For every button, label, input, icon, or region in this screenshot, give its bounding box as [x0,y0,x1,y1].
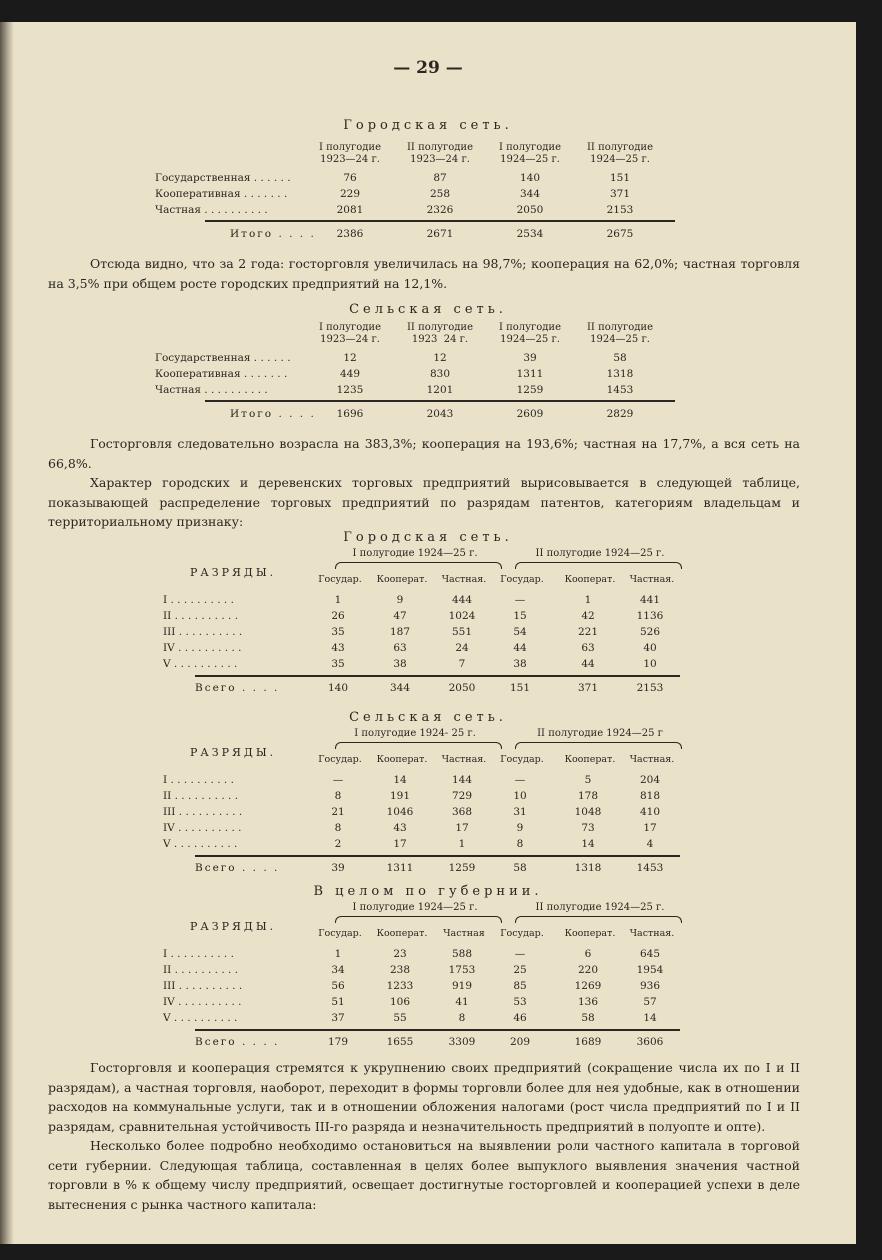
group-header-1: I полугодие 1924—25 г. [352,548,478,559]
total-value: 151 [509,682,531,694]
row-label: I . . . . . . . . . . [163,774,234,786]
group-header-2: II полугодие 1924—25 г. [535,548,665,559]
group-brace-2 [515,562,682,569]
total-value: 2675 [606,228,634,240]
paragraph-rural-growth: Госторговля следовательно возрасла на 383,3%; кооперация на 193,6%; частная на 17,7%, а вся сеть на 66,8%. [48,436,800,471]
cell-value: 41 [455,996,469,1008]
cell-value: — [514,774,526,786]
cell-value: 238 [389,964,411,976]
total-row [155,226,675,242]
cell-value: 5 [584,774,592,786]
cell-value: 1136 [636,610,664,622]
cell-value: 1048 [574,806,602,818]
cell-value: 38 [393,658,407,670]
table-title-city-ranks: Городская сеть. [343,530,513,545]
cell-value: — [514,948,526,960]
cell-value: 26 [331,610,345,622]
cell-value: 526 [639,626,661,638]
cell-value: 2153 [606,204,634,216]
total-value: 2671 [426,228,454,240]
sub-header: Частная. [441,754,487,765]
group-brace-2 [515,916,682,923]
cell-value: 1753 [448,964,476,976]
table-row [155,170,675,186]
total-label: Всего . . . . [195,862,280,874]
sub-header: Государ. [318,754,362,765]
cell-value: 588 [451,948,473,960]
column-header: II полугодие 1923 24 г. [406,322,473,345]
cell-value: 85 [513,980,527,992]
group-brace-1 [335,916,502,923]
cell-value: 46 [513,1012,527,1024]
table-row [155,820,680,836]
ranks-label: РАЗРЯДЫ. [190,566,277,579]
cell-value: 1954 [636,964,664,976]
row-label: Кооперативная . . . . . . . [155,188,288,200]
cell-value: 151 [609,172,631,184]
table-row [155,962,680,978]
cell-value: 14 [643,1012,657,1024]
total-label: Итого . . . . [230,228,316,240]
table-row [155,640,680,656]
cell-value: 10 [513,790,527,802]
cell-value: 24 [455,642,469,654]
book-spine [0,22,14,1244]
row-label: II . . . . . . . . . . [163,964,239,976]
cell-value: 44 [581,658,595,670]
cell-value: 40 [643,642,657,654]
row-label: II . . . . . . . . . . [163,790,239,802]
cell-value: 21 [331,806,345,818]
total-value: 3309 [448,1036,476,1048]
cell-value: 35 [331,626,345,638]
sub-header: Кооперат. [376,928,428,939]
cell-value: 55 [393,1012,407,1024]
cell-value: 191 [389,790,411,802]
cell-value: 449 [339,368,361,380]
total-rule [195,675,680,677]
row-label: I . . . . . . . . . . [163,948,234,960]
total-value: 39 [331,862,345,874]
cell-value: 220 [577,964,599,976]
cell-value: 229 [339,188,361,200]
total-label: Всего . . . . [195,1036,280,1048]
cell-value: 136 [577,996,599,1008]
row-label: I . . . . . . . . . . [163,594,234,606]
row-label: III . . . . . . . . . . [163,980,243,992]
total-row [155,1034,680,1050]
row-label: Частная . . . . . . . . . . [155,204,268,216]
cell-value: 830 [429,368,451,380]
total-value: 2534 [516,228,544,240]
table-row [155,994,680,1010]
sub-header: Государ. [318,574,362,585]
column-header: I полугодие 1924—25 г. [498,142,562,165]
group-brace-1 [335,742,502,749]
cell-value: 44 [513,642,527,654]
sub-header: Кооперат. [376,754,428,765]
total-row [155,860,680,876]
row-label: V . . . . . . . . . . [163,658,238,670]
cell-value: 444 [451,594,473,606]
cell-value: 919 [451,980,473,992]
column-header: II полугодие 1924—25 г. [586,142,653,165]
row-label: Государственная . . . . . . [155,352,291,364]
cell-value: 6 [584,948,592,960]
total-value: 2153 [636,682,664,694]
total-value: 1318 [574,862,602,874]
cell-value: 47 [393,610,407,622]
table-province-total [155,902,680,1054]
cell-value: 1233 [386,980,414,992]
row-label: IV . . . . . . . . . . [163,642,242,654]
total-row [155,680,680,696]
total-value: 344 [389,682,411,694]
cell-value: 1 [334,948,342,960]
cell-value: 14 [581,838,595,850]
group-header-2: II полугодие 1924—25 г. [535,902,665,913]
total-value: 1696 [336,408,364,420]
group-brace-2 [515,742,682,749]
table-row [155,366,675,382]
table-row [155,772,680,788]
cell-value: 1046 [386,806,414,818]
paragraph-city-growth: Отсюда видно, что за 2 года: госторговля увеличилась на 98,7%; кооперация на 62,0%; частная торговля на 3,5% при общем росте городских предприятий на 12,1%. [48,256,800,291]
cell-value: 1453 [606,384,634,396]
sub-header: Государ. [500,928,544,939]
cell-value: 729 [451,790,473,802]
paragraph-private-capital: Несколько более подробно необходимо остановиться на выявлении роли частного капитала в торговой сети губернии. Следующая таблица, составленная в целях более выпуклого выявления значения частной торговли в % к общему числу предприятий, освещает достигнутые госторговлей и кооперацией успехи в деле вытеснения с рынка частного капитала: [48,1138,800,1212]
cell-value: 368 [451,806,473,818]
table-row [155,624,680,640]
cell-value: 56 [331,980,345,992]
table-row [155,946,680,962]
row-label: II . . . . . . . . . . [163,610,239,622]
sub-header: Частная. [629,574,675,585]
group-header-2: II полугодие 1924—25 г [537,728,663,739]
cell-value: 258 [429,188,451,200]
table-title-rural-network: Сельская сеть. [349,302,507,317]
table-row [155,804,680,820]
total-label: Всего . . . . [195,682,280,694]
total-value: 1311 [386,862,414,874]
total-value: 1689 [574,1036,602,1048]
cell-value: 1311 [516,368,544,380]
cell-value: 31 [513,806,527,818]
total-value: 2043 [426,408,454,420]
cell-value: 344 [519,188,541,200]
page-number: — 29 — [393,58,463,78]
total-value: 2829 [606,408,634,420]
cell-value: 12 [433,352,447,364]
cell-value: 23 [393,948,407,960]
table-row [155,608,680,624]
cell-value: 54 [513,626,527,638]
total-row [155,406,675,422]
cell-value: 9 [396,594,404,606]
total-value: 3606 [636,1036,664,1048]
sub-header: Государ. [500,574,544,585]
sub-header: Государ. [318,928,362,939]
cell-value: 76 [343,172,357,184]
total-rule [205,220,675,222]
cell-value: 144 [451,774,473,786]
cell-value: 106 [389,996,411,1008]
cell-value: 10 [643,658,657,670]
table-row [155,186,675,202]
cell-value: 221 [577,626,599,638]
cell-value: 12 [343,352,357,364]
row-label: Частная . . . . . . . . . . [155,384,268,396]
total-value: 1453 [636,862,664,874]
cell-value: 17 [643,822,657,834]
column-header: I полугодие 1923—24 г. [318,142,382,165]
cell-value: 14 [393,774,407,786]
sub-header: Кооперат. [564,574,616,585]
table-title-province-total: В целом по губернии. [313,884,543,899]
cell-value: — [514,594,526,606]
cell-value: 42 [581,610,595,622]
cell-value: 8 [516,838,524,850]
column-header: I полугодие 1924—25 г. [498,322,562,345]
row-label: IV . . . . . . . . . . [163,996,242,1008]
table-row [155,350,675,366]
cell-value: 1024 [448,610,476,622]
cell-value: 2081 [336,204,364,216]
cell-value: 178 [577,790,599,802]
cell-value: 204 [639,774,661,786]
cell-value: 34 [331,964,345,976]
row-label: IV . . . . . . . . . . [163,822,242,834]
cell-value: 87 [433,172,447,184]
table-title-rural-ranks: Сельская сеть. [349,710,507,725]
sub-header: Кооперат. [564,754,616,765]
cell-value: 1235 [336,384,364,396]
cell-value: 187 [389,626,411,638]
cell-value: 63 [393,642,407,654]
row-label: Кооперативная . . . . . . . [155,368,288,380]
sub-header: Частная [443,928,485,939]
cell-value: 51 [331,996,345,1008]
ranks-label: РАЗРЯДЫ. [190,920,277,933]
sub-header: Государ. [500,754,544,765]
cell-value: 410 [639,806,661,818]
row-label: Государственная . . . . . . [155,172,291,184]
cell-value: 818 [639,790,661,802]
total-value: 2386 [336,228,364,240]
group-header-1: I полугодие 1924- 25 г. [354,728,476,739]
total-rule [205,400,675,402]
cell-value: 58 [581,1012,595,1024]
cell-value: 2 [334,838,342,850]
sub-header: Частная. [629,754,675,765]
cell-value: 73 [581,822,595,834]
cell-value: 38 [513,658,527,670]
sub-header: Частная. [441,574,487,585]
column-header: II полугодие 1923—24 г. [406,142,473,165]
total-value: 179 [327,1036,349,1048]
cell-value: 9 [516,822,524,834]
cell-value: 25 [513,964,527,976]
table-row [155,1010,680,1026]
table-title-city-network: Городская сеть. [343,118,513,133]
table-row [155,656,680,672]
cell-value: 39 [523,352,537,364]
total-value: 2050 [448,682,476,694]
table-city-network [155,142,675,252]
table-row [155,978,680,994]
cell-value: 63 [581,642,595,654]
table-city-ranks [155,548,680,700]
total-rule [195,855,680,857]
table-row [155,788,680,804]
group-header-1: I полугодие 1924—25 г. [352,902,478,913]
cell-value: 57 [643,996,657,1008]
total-value: 58 [513,862,527,874]
cell-value: 1269 [574,980,602,992]
cell-value: 2326 [426,204,454,216]
cell-value: 58 [613,352,627,364]
cell-value: 1201 [426,384,454,396]
total-value: 1655 [386,1036,414,1048]
cell-value: 2050 [516,204,544,216]
total-rule [195,1029,680,1031]
sub-header: Кооперат. [376,574,428,585]
cell-value: 53 [513,996,527,1008]
total-value: 140 [327,682,349,694]
table-row [155,592,680,608]
sub-header: Частная. [629,928,675,939]
cell-value: 35 [331,658,345,670]
paragraph-character: Характер городских и деревенских торговых предприятий вырисовывается в следующей таблице, показывающей распределение торговых предприятий по разрядам патентов, категориям владельцам и территориальному признаку: [48,475,800,529]
column-header: II полугодие 1924—25 г. [586,322,653,345]
total-value: 371 [577,682,599,694]
row-label: III . . . . . . . . . . [163,626,243,638]
cell-value: 7 [458,658,466,670]
table-row [155,382,675,398]
row-label: V . . . . . . . . . . [163,1012,238,1024]
total-value: 1259 [448,862,476,874]
cell-value: 43 [331,642,345,654]
ranks-label: РАЗРЯДЫ. [190,746,277,759]
column-header: I полугодие 1923—24 г. [318,322,382,345]
cell-value: 1318 [606,368,634,380]
cell-value: 17 [455,822,469,834]
total-label: Итого . . . . [230,408,316,420]
row-label: III . . . . . . . . . . [163,806,243,818]
table-rural-ranks [155,728,680,880]
group-brace-1 [335,562,502,569]
cell-value: 8 [458,1012,466,1024]
cell-value: 1 [334,594,342,606]
cell-value: 43 [393,822,407,834]
cell-value: 8 [334,790,342,802]
cell-value: — [332,774,344,786]
row-label: V . . . . . . . . . . [163,838,238,850]
cell-value: 4 [646,838,654,850]
sub-header: Кооперат. [564,928,616,939]
cell-value: 936 [639,980,661,992]
total-value: 209 [509,1036,531,1048]
cell-value: 37 [331,1012,345,1024]
table-rural-network [155,322,675,432]
total-value: 2609 [516,408,544,420]
cell-value: 8 [334,822,342,834]
cell-value: 441 [639,594,661,606]
table-row [155,202,675,218]
cell-value: 371 [609,188,631,200]
paragraph-consolidation: Госторговля и кооперация стремятся к укрупнению своих предприятий (сокращение числа их по I и II разрядам), а частная торговля, наоборот, переходит в формы торговли более для нея удобные, как в отношении расходов на коммунальные услуги, так и в отношении обложения налогами (рост числа предприятий по I и II разрядам, сравнительная устойчивость III-го разряда и незначительность предприятий в полуопте и опте). [48,1060,800,1134]
cell-value: 551 [451,626,473,638]
cell-value: 17 [393,838,407,850]
table-row [155,836,680,852]
cell-value: 1 [458,838,466,850]
cell-value: 15 [513,610,527,622]
cell-value: 1259 [516,384,544,396]
cell-value: 140 [519,172,541,184]
cell-value: 645 [639,948,661,960]
cell-value: 1 [584,594,592,606]
